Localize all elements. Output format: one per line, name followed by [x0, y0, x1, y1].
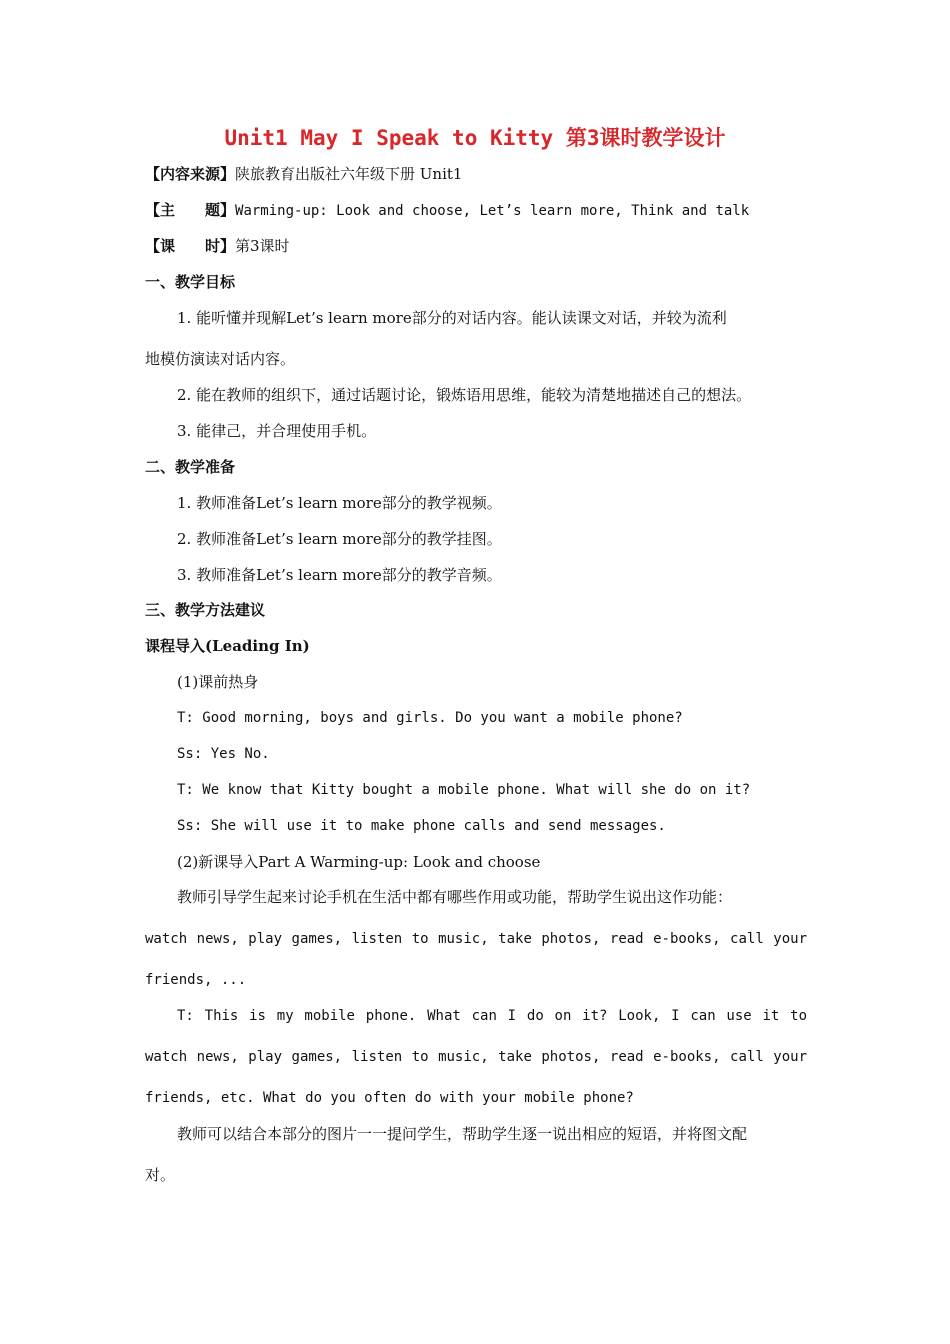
topic-label: 【主 题】 [145, 201, 236, 219]
meta-period [145, 236, 290, 256]
paragraph-2-line-1: T: This is my mobile phone. What can I do on it? Look, I can use it to [177, 1008, 807, 1024]
paragraph-1-line-3: friends, ... [145, 972, 247, 988]
document-title: Unit1 May I Speak to Kitty 第3课时教学设计 [224, 126, 726, 150]
objective-1-line-2: 地模仿演读对话内容。 [145, 350, 296, 368]
paragraph-1-line-2: watch news, play games, listen to music, take photos, read e-books, call your [145, 931, 807, 947]
leading-in-heading: 课程导入(Leading In) [145, 637, 310, 655]
section-heading-objectives: 一、教学目标 [145, 273, 236, 291]
dialogue-line-2: Ss: Yes No. [177, 746, 270, 762]
paragraph-1-line-1: 教师引导学生起来讨论手机在生活中都有哪些作用或功能，帮助学生说出这作功能： [177, 888, 733, 906]
dialogue-line-4: Ss: She will use it to make phone calls and send messages. [177, 818, 666, 834]
section-heading-methods: 三、教学方法建议 [145, 601, 266, 619]
paragraph-2-line-2: watch news, play games, listen to music, take photos, read e-books, call your [145, 1049, 807, 1065]
warmup-label: (1)课前热身 [177, 673, 259, 691]
objective-2: 2. 能在教师的组织下，通过话题讨论，锻炼语用思维，能较为清楚地描述自己的想法。 [177, 386, 752, 404]
objective-3: 3. 能律己，并合理使用手机。 [177, 422, 377, 440]
meta-source [145, 164, 462, 184]
preparation-2: 2. 教师准备Let’s learn more部分的教学挂图。 [177, 530, 502, 548]
dialogue-line-3: T: We know that Kitty bought a mobile phone. What will she do on it? [177, 782, 751, 798]
new-lesson-label: (2)新课导入Part A Warming-up: Look and choose [177, 853, 541, 871]
preparation-1: 1. 教师准备Let’s learn more部分的教学视频。 [177, 494, 502, 512]
section-heading-preparation: 二、教学准备 [145, 458, 236, 476]
meta-topic [145, 200, 749, 221]
period-label: 【课 时】 [145, 237, 236, 255]
paragraph-3-line-1: 教师可以结合本部分的图片一一提问学生，帮助学生逐一说出相应的短语，并将图文配 [177, 1125, 748, 1143]
objective-1-line-1: 1. 能听懂并现解Let’s learn more部分的对话内容。能认读课文对话，并较为流利 [177, 309, 727, 327]
preparation-3: 3. 教师准备Let’s learn more部分的教学音频。 [177, 566, 502, 584]
topic-value: Warming-up: Look and choose, Let’s learn more, Think and talk [235, 203, 750, 219]
source-value: 陕旅教育出版社六年级下册 Unit1 [235, 165, 463, 183]
source-label: 【内容来源】 [145, 165, 236, 183]
paragraph-3-line-2: 对。 [145, 1166, 176, 1184]
paragraph-2-line-3: friends, etc. What do you often do with your mobile phone? [145, 1090, 634, 1106]
period-value: 第3课时 [235, 237, 290, 255]
dialogue-line-1: T: Good morning, boys and girls. Do you want a mobile phone? [177, 710, 683, 726]
